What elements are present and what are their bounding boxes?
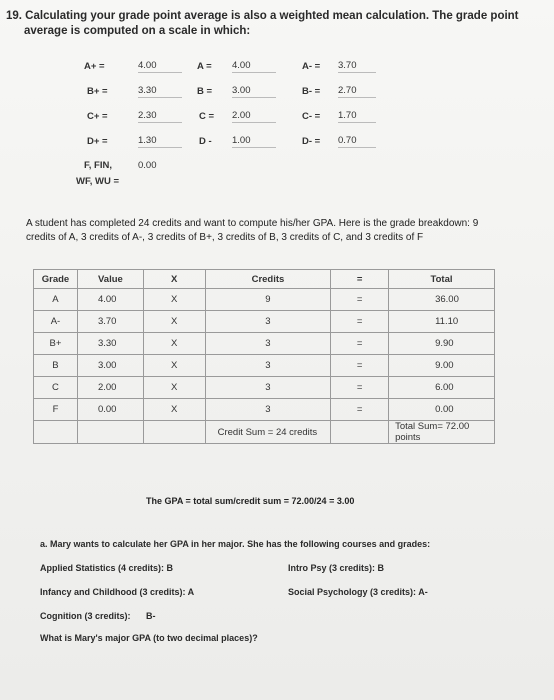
cell-total: 9.00 <box>389 355 495 377</box>
part-a-prompt: a. Mary wants to calculate her GPA in her major. She has the following courses and grades: <box>40 539 431 549</box>
table-header-row <box>34 270 495 289</box>
scale-grade-label: B+ = <box>87 86 108 97</box>
course-social-psychology: Social Psychology (3 credits): A- <box>288 587 428 597</box>
cell-total: 11.10 <box>389 311 495 333</box>
gpa-result: The GPA = total sum/credit sum = 72.00/24 = 3.00 <box>146 496 355 506</box>
cell-value: 3.00 <box>77 355 143 377</box>
scale-grade-label: C = <box>199 111 215 122</box>
course-cognition-label: Cognition (3 credits): <box>40 611 131 621</box>
cell-times: X <box>143 355 205 377</box>
cell-times: X <box>143 311 205 333</box>
scale-grade-label: A- = <box>302 61 321 72</box>
cell-equals: = <box>331 311 389 333</box>
cell-grade: B <box>34 355 78 377</box>
cell-grade: A <box>34 289 78 311</box>
table-row <box>34 333 495 355</box>
cell-times: X <box>143 289 205 311</box>
cell-value: 0.00 <box>77 399 143 421</box>
scale-grade-value: 2.70 <box>338 85 376 98</box>
scale-grade-label: D - <box>199 136 212 147</box>
credit-sum: Credit Sum = 24 credits <box>205 421 331 444</box>
question-title-line2: average is computed on a scale in which: <box>24 25 251 37</box>
scale-grade-value: 1.30 <box>138 135 182 148</box>
cell-total: 36.00 <box>389 289 495 311</box>
cell-equals: = <box>331 289 389 311</box>
scale-fail-label-line2: WF, WU = <box>76 176 120 187</box>
header-grade: Grade <box>34 270 78 289</box>
cell-credits: 3 <box>205 377 331 399</box>
cell-value: 4.00 <box>77 289 143 311</box>
scale-grade-label: C- = <box>302 111 321 122</box>
cell-times: X <box>143 333 205 355</box>
cell-grade: C <box>34 377 78 399</box>
total-sum: Total Sum= 72.00 points <box>389 421 495 444</box>
scale-grade-value: 2.00 <box>232 110 276 123</box>
cell-times: X <box>143 399 205 421</box>
cell-credits: 3 <box>205 355 331 377</box>
scale-grade-value: 2.30 <box>138 110 182 123</box>
scale-grade-value: 1.70 <box>338 110 376 123</box>
cell-value: 3.30 <box>77 333 143 355</box>
scale-fail-label-line1: F, FIN, <box>84 160 112 171</box>
gpa-table <box>33 269 495 444</box>
footer-empty-cell <box>143 421 205 444</box>
scenario-text: A student has completed 24 credits and want to compute his/her GPA. Here is the grade breakdown: 9 credits of A, 3 credits of A-, 3 credits of B+, 3 credits of B, 3 credits of C, and 3 credits of F <box>26 218 479 243</box>
cell-total: 6.00 <box>389 377 495 399</box>
header-total: Total <box>389 270 495 289</box>
scale-grade-label: A = <box>197 61 212 72</box>
scale-grade-label: B = <box>197 86 213 97</box>
table-row <box>34 399 495 421</box>
scale-grade-label: D- = <box>302 136 321 147</box>
cell-equals: = <box>331 399 389 421</box>
header-value: Value <box>77 270 143 289</box>
cell-times: X <box>143 377 205 399</box>
scale-grade-value: 3.00 <box>232 85 276 98</box>
header-equals: = <box>331 270 389 289</box>
scale-grade-label: B- = <box>302 86 321 97</box>
scale-grade-label: D+ = <box>87 136 108 147</box>
table-row <box>34 377 495 399</box>
scale-grade-value: 4.00 <box>138 60 182 73</box>
table-row <box>34 355 495 377</box>
scale-grade-label: C+ = <box>87 111 108 122</box>
footer-empty-cell <box>77 421 143 444</box>
table-footer-row <box>34 421 495 444</box>
header-credits: Credits <box>205 270 331 289</box>
scale-grade-value: 0.70 <box>338 135 376 148</box>
cell-grade: A- <box>34 311 78 333</box>
course-intro-psy: Intro Psy (3 credits): B <box>288 563 385 573</box>
footer-empty-cell <box>331 421 389 444</box>
scale-fail-value: 0.00 <box>138 160 157 171</box>
footer-empty-cell <box>34 421 78 444</box>
table-row <box>34 311 495 333</box>
course-applied-statistics: Applied Statistics (4 credits): B <box>40 563 174 573</box>
cell-equals: = <box>331 333 389 355</box>
question-title-line1: 19. Calculating your grade point average is also a weighted mean calculation. The grade point <box>6 10 519 22</box>
table-row <box>34 289 495 311</box>
scale-grade-value: 3.70 <box>338 60 376 73</box>
cell-total: 0.00 <box>389 399 495 421</box>
course-infancy-childhood: Infancy and Childhood (3 credits): A <box>40 587 195 597</box>
scale-grade-label: A+ = <box>84 61 105 72</box>
cell-grade: B+ <box>34 333 78 355</box>
header-times: X <box>143 270 205 289</box>
cell-credits: 9 <box>205 289 331 311</box>
cell-value: 2.00 <box>77 377 143 399</box>
course-cognition-grade: B- <box>146 611 156 621</box>
scale-grade-value: 3.30 <box>138 85 182 98</box>
cell-total: 9.90 <box>389 333 495 355</box>
part-a-question: What is Mary's major GPA (to two decimal places)? <box>40 633 258 643</box>
scale-grade-value: 4.00 <box>232 60 276 73</box>
cell-credits: 3 <box>205 399 331 421</box>
cell-value: 3.70 <box>77 311 143 333</box>
scale-grade-value: 1.00 <box>232 135 276 148</box>
cell-equals: = <box>331 355 389 377</box>
cell-credits: 3 <box>205 311 331 333</box>
cell-credits: 3 <box>205 333 331 355</box>
cell-grade: F <box>34 399 78 421</box>
cell-equals: = <box>331 377 389 399</box>
